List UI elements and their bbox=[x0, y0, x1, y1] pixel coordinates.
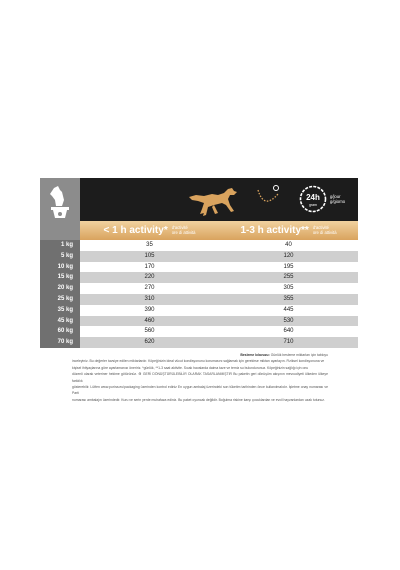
dog-on-scale-icon bbox=[40, 178, 80, 221]
value-low: 310 bbox=[144, 295, 155, 302]
table-body bbox=[40, 240, 358, 348]
value-low: 460 bbox=[144, 317, 155, 324]
table-row bbox=[40, 316, 358, 327]
notes-line-6: numarası ambalajın üzerindedir. Kuru ve serin yerde muhafaza ediniz. Bu paket oyuncak değildir. Boğulma riskine karşı çocuklardan ve evcil hayvanlardan uzak tutunuz. bbox=[72, 397, 325, 402]
activity-low-title: < 1 h activity* bbox=[103, 225, 168, 236]
weight-cell: 5 kg bbox=[40, 251, 80, 262]
value-high: 355 bbox=[283, 295, 294, 302]
table-row bbox=[40, 294, 358, 305]
value-low: 620 bbox=[144, 339, 155, 346]
weight-cell: 25 kg bbox=[40, 294, 80, 305]
notes-line-3: kişisel ihtiyaçlarına göre ayarlamanızı öneririz. *günlük, **1-3 saat aktivite. Sıcak havalarda daima taze ve temiz su bulundurunuz. Köpeğinizin sağlığı için onu bbox=[72, 365, 309, 370]
value-high: 120 bbox=[283, 252, 294, 259]
value-low: 390 bbox=[144, 306, 155, 313]
notes-line-5: gösterebilir. Lütfen www.purina.eu/packaging üzerinden kontrol ediniz En uygun ambalaj üzerindeki son tüketim tarihinden önce kullanılmalıdır. İşletme onay numarası ve Parti bbox=[72, 385, 328, 396]
notes-line-1: Günlük besleme miktarları için tabloyu bbox=[270, 353, 328, 357]
activity-col-low bbox=[80, 221, 219, 240]
clock-label-fr: g/jour bbox=[330, 194, 341, 199]
weight-cell: 1 kg bbox=[40, 240, 80, 251]
table-row bbox=[40, 337, 358, 348]
value-high: 195 bbox=[283, 263, 294, 270]
feeding-table bbox=[40, 178, 358, 348]
weight-cell: 10 kg bbox=[40, 262, 80, 273]
weight-cell: 60 kg bbox=[40, 326, 80, 337]
dog-scale-cell bbox=[40, 178, 80, 221]
table-row bbox=[40, 251, 358, 262]
activity-high-sub-fr: d'activité bbox=[312, 224, 329, 230]
value-high: 710 bbox=[283, 339, 294, 346]
dotted-arrow-icon bbox=[256, 188, 282, 212]
value-low: 105 bbox=[144, 252, 155, 259]
value-high: 40 bbox=[285, 242, 292, 248]
feeding-notes bbox=[72, 352, 328, 403]
table-row bbox=[40, 326, 358, 337]
weight-cell: 20 kg bbox=[40, 283, 80, 294]
table-row bbox=[40, 283, 358, 294]
activity-header bbox=[40, 221, 358, 240]
table-row bbox=[40, 240, 358, 251]
table-row bbox=[40, 272, 358, 283]
value-high: 255 bbox=[283, 274, 294, 281]
value-high: 305 bbox=[283, 285, 294, 292]
running-dog-icon bbox=[184, 183, 254, 219]
dot-marker bbox=[273, 185, 279, 191]
value-low: 220 bbox=[144, 274, 155, 281]
table-row bbox=[40, 262, 358, 273]
weight-cell: 15 kg bbox=[40, 272, 80, 283]
weight-cell: 70 kg bbox=[40, 337, 80, 348]
value-low: 560 bbox=[144, 328, 155, 335]
clock-24h-icon bbox=[298, 184, 328, 214]
activity-high-sub-it: ore di attività bbox=[312, 229, 337, 235]
value-low: 270 bbox=[144, 285, 155, 292]
clock-sub: gram bbox=[309, 203, 317, 207]
notes-line-4: düzenli olarak veteriner hekime götürünüz. ♻ GERİ DÖNÜŞTÜRÜLEBİLİR OLARAK TASARLANMIŞTIR Bu paketin geri dönüşüm akışının mevcudiyeti ülkeden ülkeye farklılık bbox=[72, 372, 328, 383]
weight-cell: 45 kg bbox=[40, 316, 80, 327]
value-low: 170 bbox=[144, 263, 155, 270]
activity-high-title: 1-3 h activity** bbox=[240, 225, 309, 236]
notes-title: Besleme kılavuzu: bbox=[240, 353, 270, 357]
value-high: 530 bbox=[283, 317, 294, 324]
value-high: 640 bbox=[283, 328, 294, 335]
activity-low-sub-fr: d'activité bbox=[171, 224, 188, 230]
value-low: 35 bbox=[146, 242, 153, 248]
clock-label-it: g/giorno bbox=[330, 198, 346, 204]
black-band bbox=[80, 178, 358, 221]
table-row bbox=[40, 305, 358, 316]
value-high: 445 bbox=[283, 306, 294, 313]
activity-col-high bbox=[219, 221, 358, 240]
clock-value: 24h bbox=[306, 193, 320, 202]
notes-line-2: inceleyiniz. Bu değerler tavsiye edilen miktarlardır. Köpeğinizin ideal vücut kondisyonunu korumasını sağlamak için gerekirse miktarı ayarlayın. Fiziksel kondisyonuna ve bbox=[72, 359, 325, 364]
weight-cell: 35 kg bbox=[40, 305, 80, 316]
table-header-band bbox=[40, 178, 358, 221]
activity-low-sub-it: ore di attività bbox=[171, 229, 196, 235]
